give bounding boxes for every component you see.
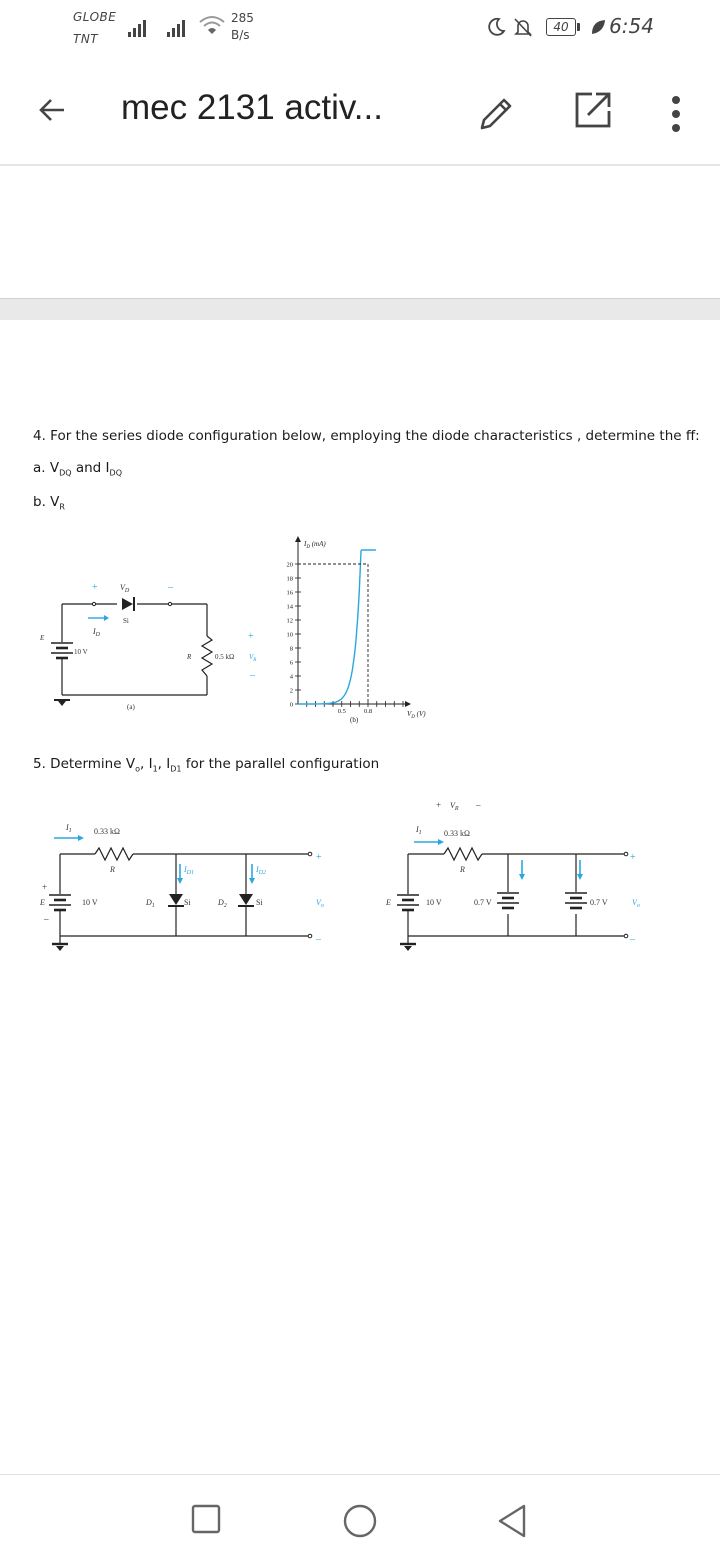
si-label-2: Si <box>256 898 263 907</box>
y-tick-label: 12 <box>286 617 293 625</box>
r-value: 0.33 kΩ <box>444 829 470 838</box>
y-axis-label: $I_D$ (mA) <box>304 540 326 550</box>
vr-plus: + <box>248 631 254 642</box>
y-tick-label: 20 <box>286 561 293 569</box>
vr-label: $V_R$ <box>450 801 459 812</box>
y-tick-label: 18 <box>286 575 293 583</box>
status-bar <box>0 0 720 58</box>
id2-label: $I_{D2}$ <box>256 865 267 876</box>
net-speed <box>231 10 254 44</box>
r-label: R <box>460 865 465 874</box>
back-arrow-icon[interactable] <box>38 96 66 124</box>
r-label: R <box>110 865 115 874</box>
i1-label: $I_1$ <box>416 825 422 836</box>
v1-label: 0.7 V <box>474 898 492 907</box>
document-title: mec 2131 activ... <box>121 88 383 127</box>
leaf-icon <box>590 18 606 36</box>
y-tick-label: 8 <box>289 645 293 653</box>
vo-label: $V_o$ <box>632 898 640 909</box>
series-circuit-figure <box>32 570 272 720</box>
vo-plus: + <box>630 852 636 863</box>
id1-label: $I_{D1}$ <box>184 865 195 876</box>
y-tick-label: 4 <box>289 673 293 681</box>
page-separator <box>0 298 720 320</box>
fig-a-caption: (a) <box>127 703 135 711</box>
r-label: R <box>187 653 192 661</box>
open-external-icon[interactable] <box>574 91 612 129</box>
battery-indicator <box>546 18 580 36</box>
vd-label: $V_D$ <box>120 583 130 594</box>
clock: 6:54 <box>609 14 654 38</box>
plus-label: + <box>92 582 98 593</box>
y-tick-label: 2 <box>289 687 293 695</box>
fig-b-caption: (b) <box>350 716 359 724</box>
carrier-name-2: TNT <box>73 32 99 46</box>
e-value: 10 V <box>426 898 442 907</box>
square-icon[interactable] <box>190 1503 222 1535</box>
vr-minus: – <box>476 800 481 810</box>
diode-characteristic-chart <box>272 528 452 724</box>
signal-icon <box>126 18 156 38</box>
e-plus: + <box>42 882 48 892</box>
r-value: 0.5 kΩ <box>215 653 235 661</box>
r-value: 0.33 kΩ <box>94 827 120 836</box>
si-label: Si <box>123 617 129 625</box>
vo-minus: – <box>316 934 321 945</box>
d1-label: $D_1$ <box>146 898 155 909</box>
e-label: E <box>386 898 391 907</box>
vo-minus: – <box>630 934 635 945</box>
e-label: E <box>40 634 45 642</box>
y-tick-label: 0 <box>289 701 293 709</box>
y-tick-label: 16 <box>286 589 293 597</box>
vo-label: $V_o$ <box>316 898 324 909</box>
carrier-name-1: GLOBE <box>73 10 117 24</box>
si-label-1: Si <box>184 898 191 907</box>
v2-label: 0.7 V <box>590 898 608 907</box>
y-tick-label: 6 <box>289 659 293 667</box>
e-label: E <box>40 898 45 907</box>
d2-label: $D_2$ <box>218 898 227 909</box>
e-value: 10 V <box>82 898 98 907</box>
vr-plus: + <box>436 800 442 810</box>
question-5: 5. Determine $V_o$, $I_1$, $I_{D1}$ for the parallel configuration <box>33 756 380 774</box>
vr-minus: – <box>250 670 255 681</box>
vr-label: $V_R$ <box>249 653 257 663</box>
bell-off-icon <box>512 16 534 38</box>
x-tick-label: 0.8 <box>363 708 373 715</box>
triangle-back-icon[interactable] <box>496 1503 528 1539</box>
i1-label: $I_1$ <box>66 823 72 834</box>
id-label: $I_D$ <box>93 627 101 638</box>
pencil-icon[interactable] <box>476 94 516 134</box>
e-minus: – <box>44 914 49 924</box>
equivalent-circuit-figure <box>376 792 676 962</box>
x-tick-label: 0.5 <box>337 708 346 715</box>
navigation-bar <box>0 1474 720 1560</box>
question-4b: b. $V_R$ <box>33 494 65 512</box>
signal-icon <box>165 18 195 38</box>
moon-icon <box>486 17 506 37</box>
circle-icon[interactable] <box>342 1503 378 1539</box>
x-axis-label: $V_D$ (V) <box>407 710 426 720</box>
y-tick-label: 10 <box>286 631 293 639</box>
y-tick-label: 14 <box>286 603 293 611</box>
battery-level: 40 <box>546 18 576 36</box>
minus-label: – <box>168 582 173 593</box>
question-4a: a. $V_{DQ}$ and $I_{DQ}$ <box>33 460 122 478</box>
more-vert-icon[interactable] <box>668 94 684 134</box>
parallel-circuit-figure <box>30 808 350 958</box>
app-bar <box>0 58 720 166</box>
question-4: 4. For the series diode configuration below, employing the diode characteristics , determine the ff: <box>33 428 700 444</box>
net-speed-unit: B/s <box>231 28 250 42</box>
e-value: 10 V <box>74 648 88 656</box>
wifi-icon <box>198 14 226 36</box>
vo-plus: + <box>316 852 322 863</box>
net-speed-value: 285 <box>231 11 254 25</box>
